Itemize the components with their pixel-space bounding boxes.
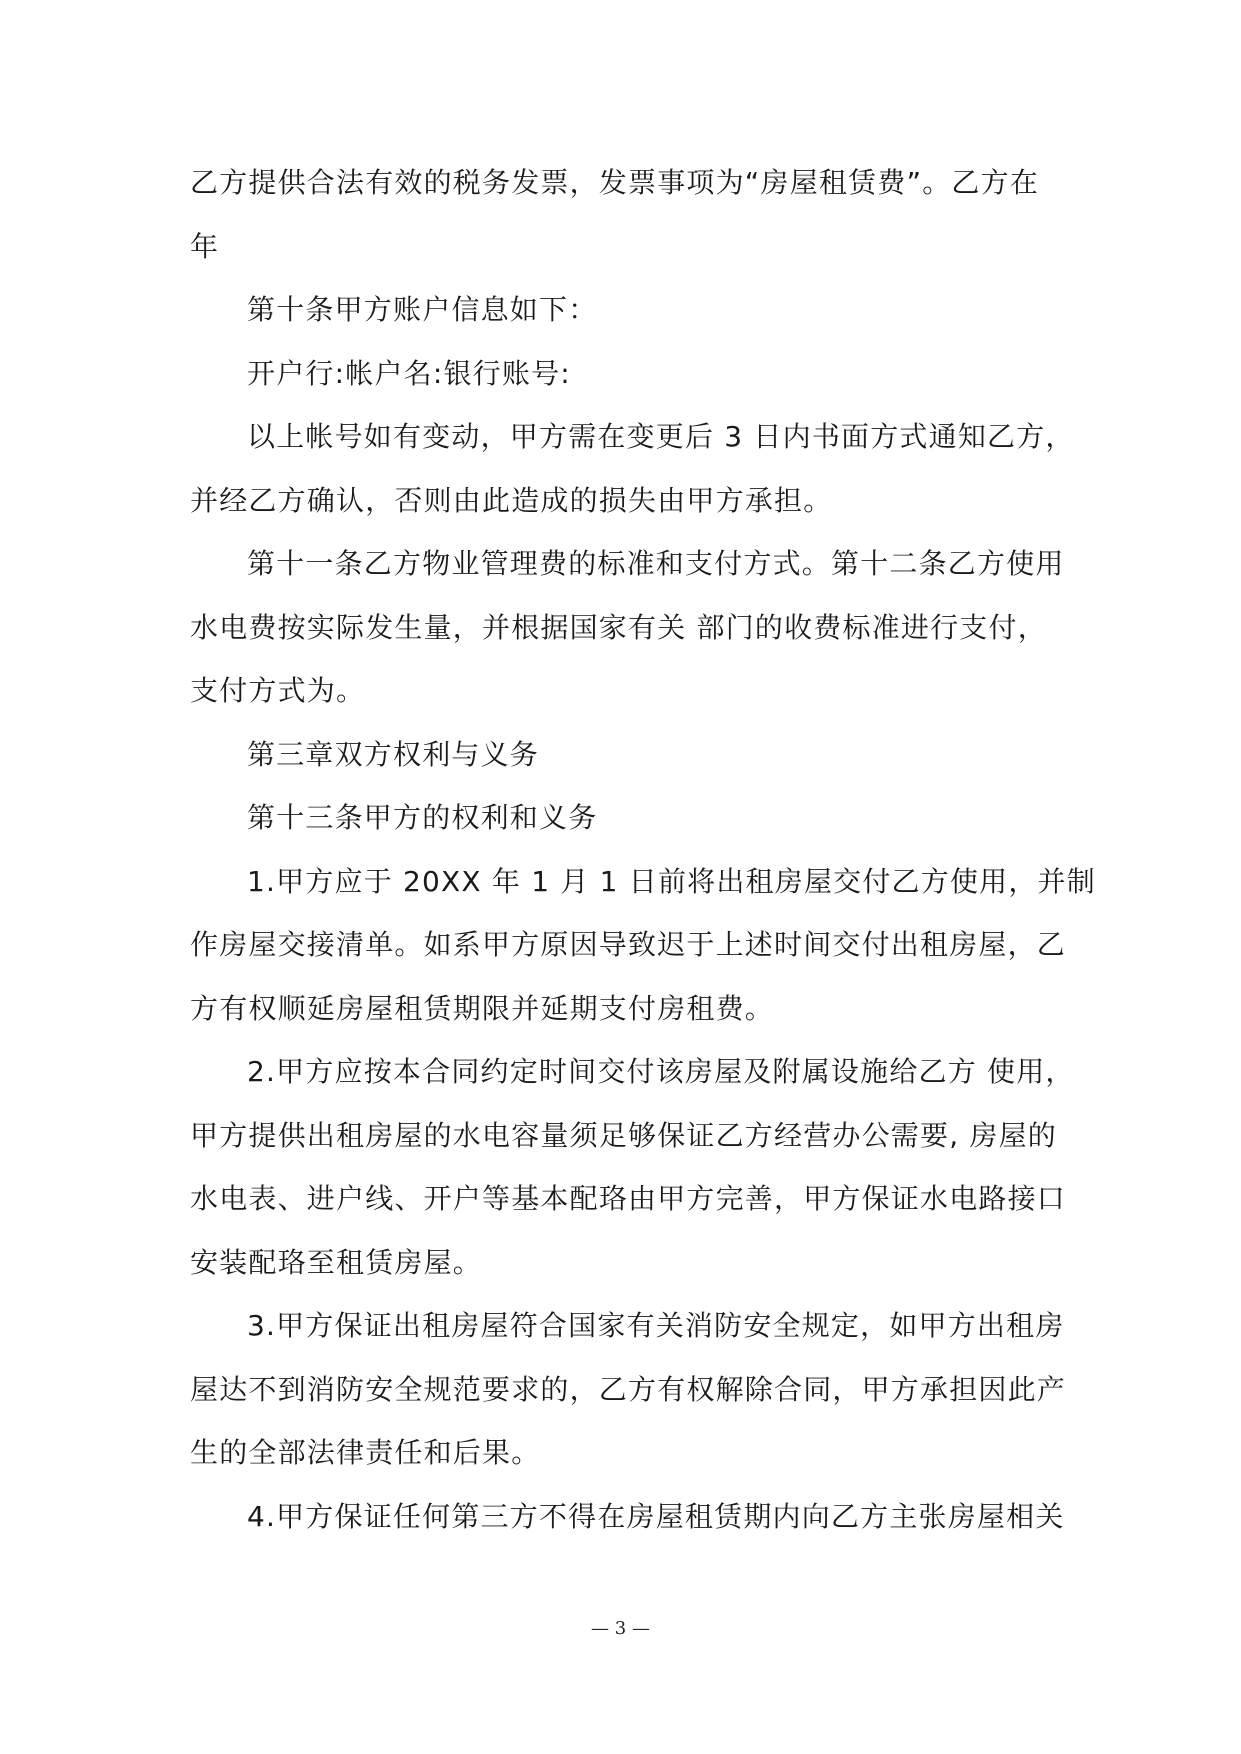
text-line-22: 4.甲方保证任何第三方不得在房屋租赁期内向乙方主张房屋相关	[247, 1499, 1065, 1533]
text-line-8: 水电费按实际发生量，并根据国家有关 部门的收费标准进行支付，	[190, 610, 1047, 644]
text-line-2: 年	[190, 229, 220, 263]
text-line-4: 开户行:帐户名:银行账号:	[247, 356, 571, 390]
text-line-11: 第十三条甲方的权利和义务	[247, 801, 598, 834]
text-line-12: 1.甲方应于 20XX 年 1 月 1 日前将出租房屋交付乙方使用，并制	[247, 864, 1096, 898]
text-line-13: 作房屋交接清单。如系甲方原因导致迟于上述时间交付出租房屋，乙	[190, 928, 1067, 961]
text-line-1: 乙方提供合法有效的税务发票，发票事项为“房屋租赁费”。乙方在	[190, 166, 1040, 199]
text-line-19: 3.甲方保证出租房屋符合国家有关消防安全规定，如甲方出租房	[247, 1309, 1065, 1342]
text-line-7: 第十一条乙方物业管理费的标准和支付方式。第十二条乙方使用	[247, 547, 1065, 580]
text-line-20: 屋达不到消防安全规范要求的，乙方有权解除合同，甲方承担因此产	[190, 1372, 1067, 1406]
document-body	[190, 151, 1096, 1548]
text-line-16: 甲方提供出租房屋的水电容量须足够保证乙方经营办公需要, 房屋的	[190, 1118, 1058, 1152]
text-line-14: 方有权顺延房屋租赁期限并延期支付房租费。	[190, 991, 775, 1025]
text-line-3: 第十条甲方账户信息如下：	[247, 293, 598, 326]
text-line-6: 并经乙方确认，否则由此造成的损失由甲方承担。	[190, 483, 833, 517]
text-line-9: 支付方式为。	[190, 674, 366, 707]
text-line-21: 生的全部法律责任和后果。	[190, 1436, 541, 1469]
text-line-15: 2.甲方应按本合同约定时间交付该房屋及附属设施给乙方 使用，	[247, 1055, 1075, 1088]
text-line-5: 以上帐号如有变动，甲方需在变更后 3 日内书面方式通知乙方，	[247, 420, 1075, 453]
page-number: — 3 —	[591, 1618, 650, 1639]
text-line-18: 安装配珞至租赁房屋。	[190, 1245, 483, 1279]
text-line-10: 第三章双方权利与义务	[247, 737, 540, 771]
text-line-17: 水电表、进户线、开户等基本配珞由甲方完善，甲方保证水电路接口	[190, 1182, 1067, 1215]
